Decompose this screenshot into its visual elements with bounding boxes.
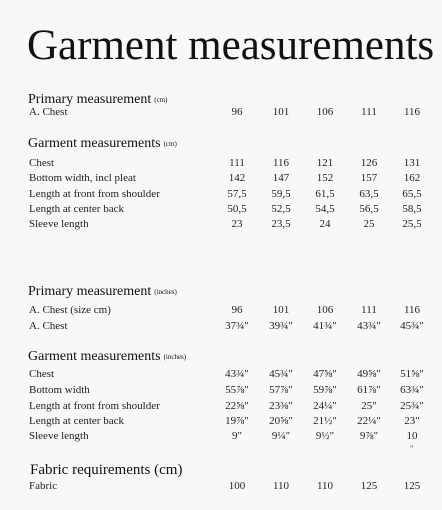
table-cell: 10	[406, 430, 418, 442]
row-label: A. Chest	[29, 106, 68, 118]
table-cell: 162	[403, 172, 421, 184]
table-cell: 9¼"	[271, 430, 291, 442]
table-cell: 57,5	[227, 188, 247, 200]
table-cell: 116	[403, 304, 421, 316]
row-label: A. Chest (size cm)	[29, 304, 111, 316]
row-label: Length at center back	[29, 203, 124, 215]
section-heading-text: Primary measurement	[28, 284, 152, 299]
table-cell: 25"	[361, 400, 377, 412]
table-cell: 21½"	[313, 415, 337, 427]
row-label: Sleeve length	[29, 218, 89, 230]
section-heading-unit: (inches)	[163, 353, 187, 361]
table-cell: 111	[229, 157, 245, 169]
table-row	[0, 413, 442, 429]
table-cell: 131	[403, 157, 421, 169]
table-row	[0, 104, 442, 120]
section-heading-fabric	[30, 462, 182, 478]
table-cell: 37¾"	[225, 320, 249, 332]
table-row	[0, 318, 442, 334]
table-cell: 110	[316, 480, 334, 492]
section-heading-text: Garment measurements	[28, 136, 161, 151]
table-row	[0, 398, 442, 414]
table-row	[0, 302, 442, 318]
table-cell: 9½"	[315, 430, 335, 442]
table-cell: 39¾"	[269, 320, 293, 332]
table-cell: 65,5	[402, 188, 422, 200]
table-cell: 23,5	[271, 218, 291, 230]
table-cell: 106	[316, 304, 334, 316]
table-cell: 23"	[404, 415, 420, 427]
table-cell: 24¼"	[313, 400, 337, 412]
table-cell: 96	[231, 106, 243, 118]
table-cell: 96	[231, 304, 243, 316]
section-heading-text: Fabric requirements (cm)	[30, 462, 183, 478]
table-cell: 111	[361, 304, 377, 316]
table-row	[0, 170, 442, 186]
table-row	[0, 155, 442, 171]
stray-quote-mark: "	[410, 444, 414, 453]
table-cell: 56,5	[359, 203, 379, 215]
table-cell: 45¾"	[269, 368, 293, 380]
table-cell: 41¾"	[313, 320, 337, 332]
table-cell: 47⅝"	[313, 368, 337, 380]
table-cell: 116	[272, 157, 290, 169]
table-cell: 22¼"	[357, 415, 381, 427]
page-title: Garment measurements	[27, 22, 435, 69]
section-heading-unit: (cm)	[163, 140, 177, 148]
table-cell: 125	[360, 480, 378, 492]
table-cell: 55⅞"	[225, 384, 249, 396]
table-cell: 152	[316, 172, 334, 184]
section-heading-primary-in	[28, 284, 177, 300]
table-cell: 24	[319, 218, 331, 230]
table-row	[0, 201, 442, 217]
table-cell: 100	[228, 480, 246, 492]
table-cell: 50,5	[227, 203, 247, 215]
table-cell: 58,5	[402, 203, 422, 215]
table-cell: 19⅞"	[225, 415, 249, 427]
table-cell: 9⅞"	[359, 430, 379, 442]
table-cell: 126	[360, 157, 378, 169]
section-heading-unit: (inches)	[154, 288, 177, 296]
table-cell: 54,5	[315, 203, 335, 215]
row-label: Chest	[29, 368, 55, 380]
section-heading-garment-cm	[28, 136, 177, 152]
table-row	[0, 428, 442, 444]
table-cell: 23	[231, 218, 243, 230]
table-cell: 121	[316, 157, 334, 169]
table-row	[0, 382, 442, 398]
table-cell: 147	[272, 172, 290, 184]
table-cell: 25,5	[402, 218, 422, 230]
row-label: Sleeve length	[29, 430, 89, 442]
table-cell: 22⅝"	[225, 400, 249, 412]
table-cell: 20⅝"	[269, 415, 293, 427]
table-cell: 49⅝"	[357, 368, 381, 380]
table-cell: 59,5	[271, 188, 291, 200]
table-cell: 9"	[232, 430, 242, 442]
table-cell: 61⅞"	[357, 384, 381, 396]
row-label: Bottom width, incl pleat	[29, 172, 136, 184]
table-cell: 101	[272, 304, 290, 316]
row-label: Length at center back	[29, 415, 124, 427]
section-heading-garment-in	[28, 349, 186, 365]
table-cell: 63,5	[359, 188, 379, 200]
table-row	[0, 366, 442, 382]
section-heading-text: Primary measurement	[28, 92, 152, 107]
table-cell: 43¾"	[225, 368, 249, 380]
table-cell: 116	[403, 106, 421, 118]
table-cell: 61,5	[315, 188, 335, 200]
table-cell: 25¾"	[400, 400, 424, 412]
table-cell: 51⅝"	[400, 368, 424, 380]
row-label: Fabric	[29, 480, 58, 492]
table-row	[0, 478, 442, 494]
table-cell: 52,5	[271, 203, 291, 215]
table-cell: 142	[228, 172, 246, 184]
row-label: Chest	[29, 157, 55, 169]
table-cell: 45¾"	[400, 320, 424, 332]
table-cell: 110	[272, 480, 290, 492]
table-row	[0, 186, 442, 202]
table-cell: 59⅞"	[313, 384, 337, 396]
row-label: Bottom width	[29, 384, 90, 396]
table-cell: 43¾"	[357, 320, 381, 332]
table-cell: 57⅞"	[269, 384, 293, 396]
table-cell: 23⅜"	[269, 400, 293, 412]
table-cell: 106	[316, 106, 334, 118]
row-label: A. Chest	[29, 320, 68, 332]
row-label: Length at front from shoulder	[29, 188, 160, 200]
table-cell: 111	[361, 106, 377, 118]
table-cell: 157	[360, 172, 378, 184]
row-label: Length at front from shoulder	[29, 400, 160, 412]
table-row	[0, 216, 442, 232]
section-heading-text: Garment measurements	[28, 349, 161, 364]
table-cell: 125	[403, 480, 421, 492]
section-heading-unit: (cm)	[154, 96, 168, 104]
table-cell: 63¾"	[400, 384, 424, 396]
table-cell: 101	[272, 106, 290, 118]
table-cell: 25	[363, 218, 375, 230]
